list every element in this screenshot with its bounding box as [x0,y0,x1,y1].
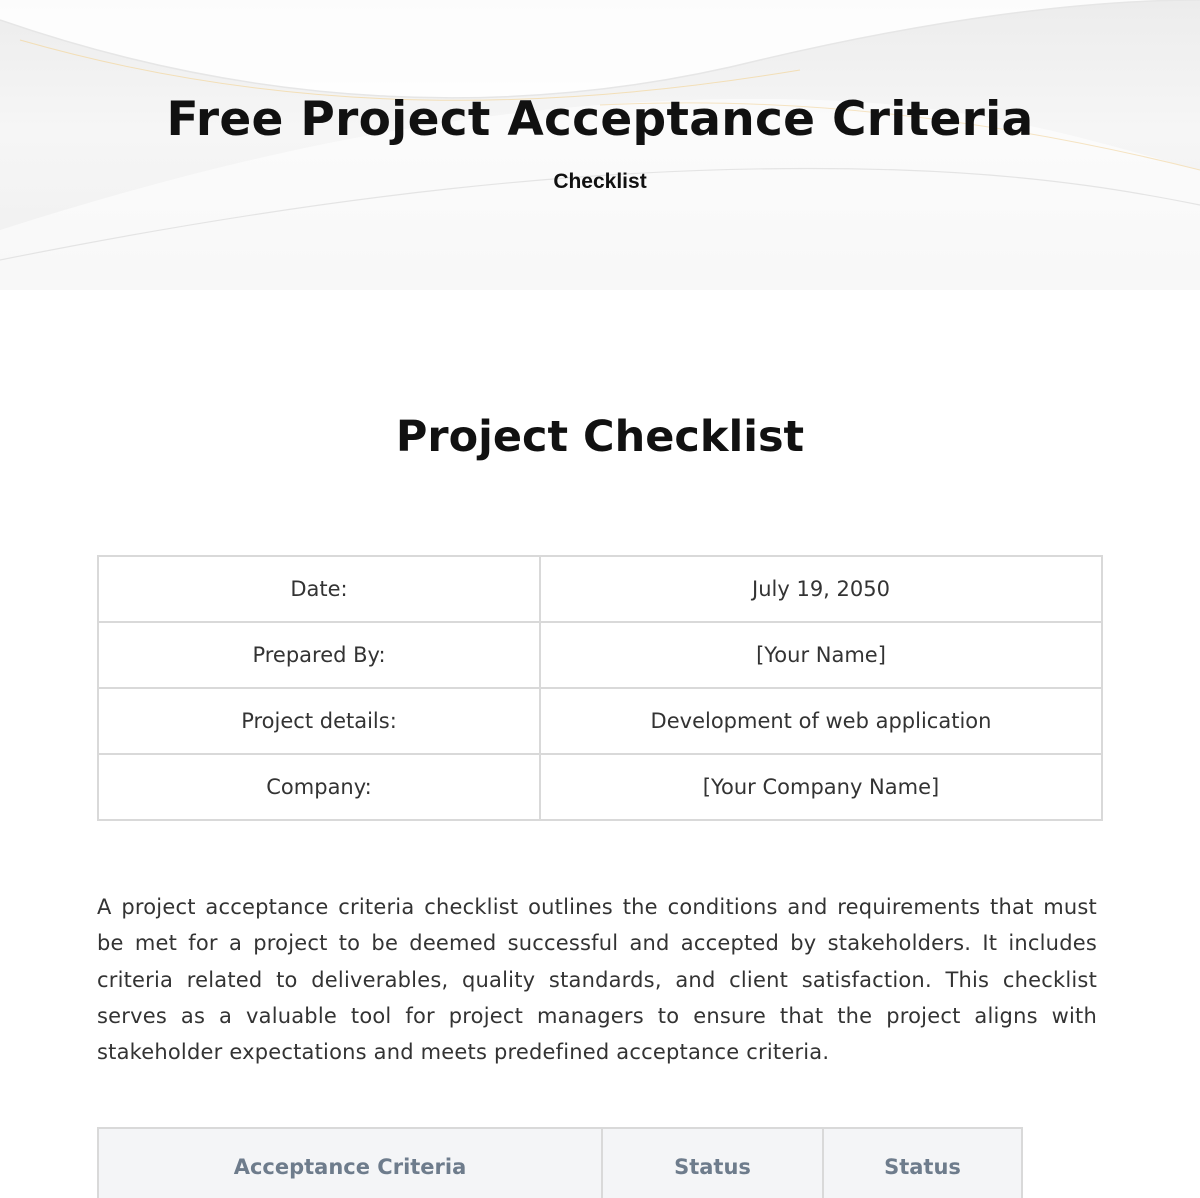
table-row [98,754,1102,820]
info-value: July 19, 2050 [540,556,1102,622]
intro-paragraph: A project acceptance criteria checklist outlines the conditions and requirements that must be met for a project to be deemed successful and accepted by stakeholders. It includes criteria related to deliverables, quality standards, and client satisfaction. This checklist serves as a valuable tool for project managers to ensure that the project aligns with stakeholder expectations and meets predefined acceptance criteria. [97,895,1097,1065]
info-label: Date: [98,556,540,622]
table-header-row [98,1128,1022,1198]
banner-subtitle: Checklist [553,170,647,193]
project-info-table [97,555,1103,821]
info-label: Prepared By: [98,622,540,688]
table-row [98,688,1102,754]
page-title: Project Checklist [395,412,805,462]
header-banner [0,0,1200,290]
column-header-status: Status [602,1128,823,1198]
banner-title: Free Project Acceptance Criteria [166,92,1034,147]
table-row [98,556,1102,622]
info-value: [Your Company Name] [540,754,1102,820]
acceptance-criteria-table [97,1127,1023,1198]
column-header-criteria: Acceptance Criteria [98,1128,602,1198]
info-value: Development of web application [540,688,1102,754]
table-row [98,622,1102,688]
info-label: Company: [98,754,540,820]
column-header-status: Status [823,1128,1022,1198]
info-label: Project details: [98,688,540,754]
info-value: [Your Name] [540,622,1102,688]
